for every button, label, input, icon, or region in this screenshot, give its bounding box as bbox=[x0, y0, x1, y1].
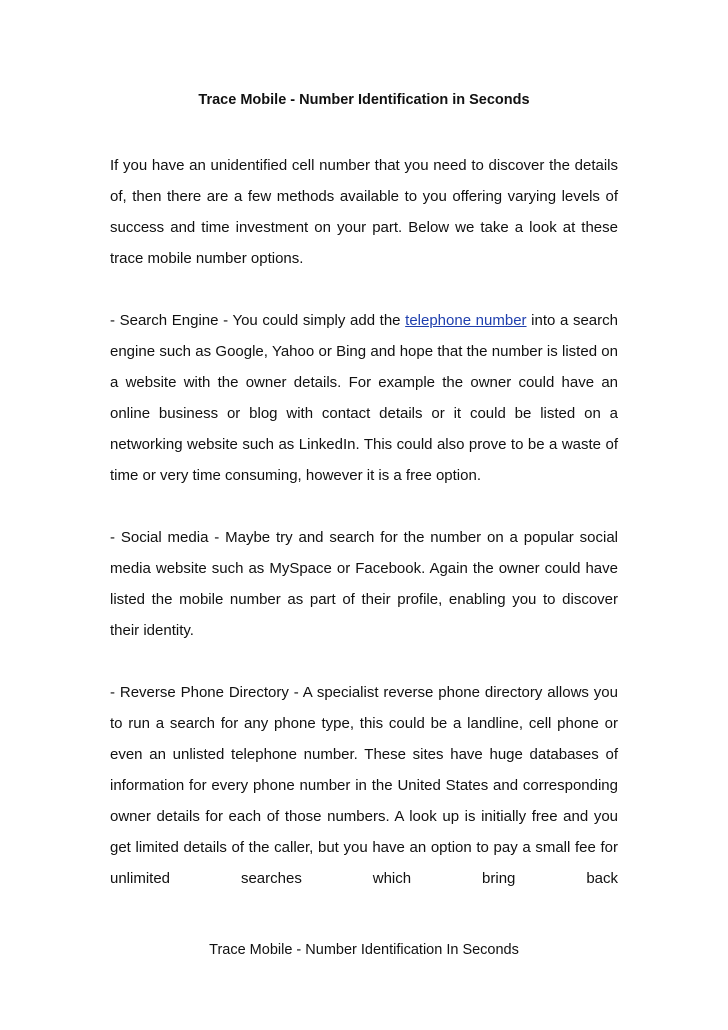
social-media-paragraph: - Social media - Maybe try and search for the number on a popular social media website such as MySpace or Facebook. Again the owner could have listed the mobile number as part of their profile, enabling you to discover their identity. bbox=[110, 529, 618, 639]
search-engine-text-before: - Search Engine - You could simply add the bbox=[110, 312, 406, 329]
document-body bbox=[110, 150, 618, 925]
search-engine-text-after: into a search engine such as Google, Yahoo or Bing and hope that the number is listed on a website with the owner details. For example the owner could have an online business or blog with contact details or it could be listed on a networking website such as LinkedIn. This could also prove to be a waste of time or very time consuming, however it is a free option. bbox=[110, 312, 618, 484]
page-title: Trace Mobile - Number Identification in Seconds bbox=[198, 92, 530, 108]
telephone-number-link[interactable]: telephone number bbox=[405, 312, 527, 329]
search-engine-paragraph bbox=[110, 305, 618, 491]
page-footer: Trace Mobile - Number Identification In Seconds bbox=[209, 942, 519, 958]
reverse-directory-paragraph: - Reverse Phone Directory - A specialist reverse phone directory allows you to run a search for any phone type, this could be a landline, cell phone or even an unlisted telephone number. These sites have huge databases of information for every phone number in the United States and corresponding owner details for each of those numbers. A look up is initially free and you get limited details of the caller, but you have an option to pay a small fee for unlimited searches which bring back bbox=[110, 684, 618, 887]
intro-paragraph: If you have an unidentified cell number that you need to discover the details of, then there are a few methods available to you offering varying levels of success and time investment on your part. Below we take a look at these trace mobile number options. bbox=[110, 157, 618, 267]
